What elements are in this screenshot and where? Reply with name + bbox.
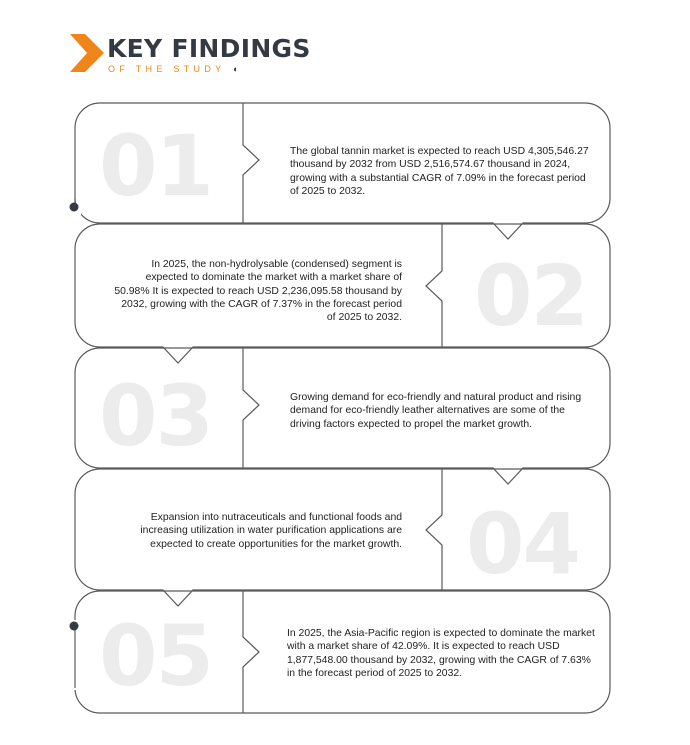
finding-text-1: The global tannin market is expected to reach USD 4,305,546.27 thousand by 2032 from USD 2,516,574.67 thousand in 2024, growing with a substantial CAGR of 7.09% in the forecast period of 2025 to 2032. [290, 146, 589, 197]
divider-1 [243, 103, 259, 223]
divider-2 [426, 224, 442, 347]
finding-text-2: In 2025, the non-hydrolysable (condensed) segment is expected to dominate the market with a market share of 50.98% It is expected to reach USD 2,236,095.58 thousand by 2032, growing with the CAGR of 7.37% in the forecast period of 2025 to 2032. [114, 259, 402, 324]
finding-number-1: 01 [99, 117, 212, 215]
finding-number-3: 03 [99, 367, 212, 465]
divider-3 [243, 348, 259, 468]
timeline-dot-1 [70, 203, 79, 212]
finding-number-2: 02 [474, 247, 587, 345]
finding-text-3: Growing demand for eco-friendly and natural product and rising demand for eco-friendly leather alternatives are some of the driving factors expected to propel the market growth. [290, 392, 582, 430]
divider-4 [426, 469, 442, 590]
finding-text-5: In 2025, the Asia-Pacific region is expected to dominate the market with a market share of 42.09%. It is expected to reach USD 1,877,548.00 thousand by 2032, growing with the CAGR of 7.63% in the forecast period of 2025 to 2032. [287, 628, 595, 679]
divider-5 [243, 591, 259, 713]
timeline-dot-2 [70, 622, 79, 631]
page-title: KEY FINDINGS [107, 34, 311, 63]
finding-number-4: 04 [466, 495, 579, 593]
subtitle-text: OF THE STUDY [108, 64, 226, 74]
finding-text-4: Expansion into nutraceuticals and functional foods and increasing utilization in water purification applications are expected to create opportunities for the market growth. [140, 512, 402, 550]
moon-icon: ◖ [232, 64, 238, 74]
finding-number-5: 05 [99, 607, 212, 705]
